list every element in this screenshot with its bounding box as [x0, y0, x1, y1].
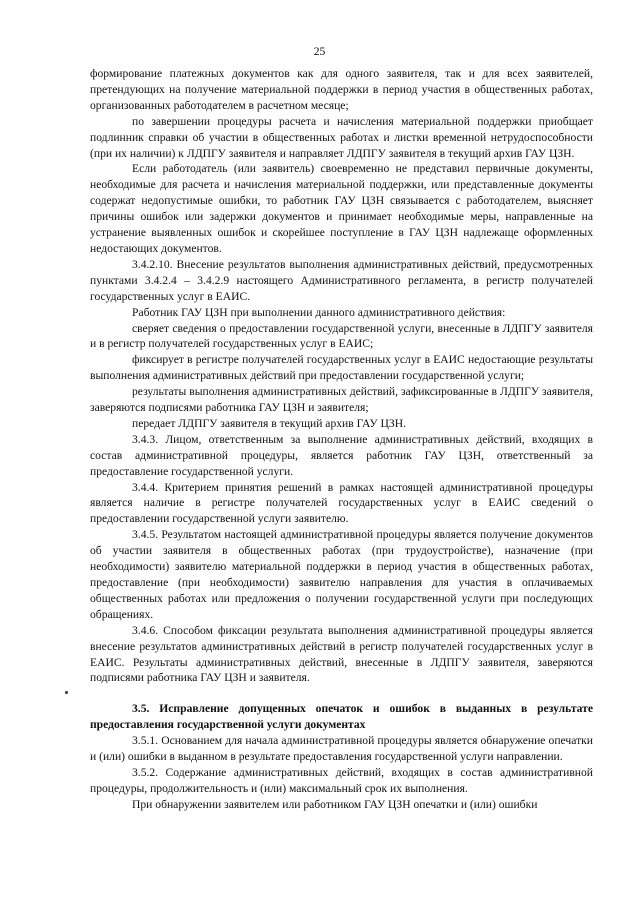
paragraph: 3.5.1. Основанием для начала административной процедуры является обнаружение опечатки и (или) ошибки в выданном в результате предоставления государственной услуги направлении.	[90, 734, 593, 764]
paragraph: результаты выполнения административных действий, зафиксированные в ЛДПГУ заявителя, заверяются подписями работника ГАУ ЦЗН и заявителя;	[90, 385, 593, 415]
paragraph: 3.4.2.10. Внесение результатов выполнения административных действий, предусмотренных пунктами 3.4.2.4 – 3.4.2.9 настоящего Административного регламента, в регистр получателей государственных услуг в ЕАИС.	[90, 257, 593, 303]
section-heading: 3.5. Исправление допущенных опечаток и ошибок в выданных в результате предоставления государственной услуги документах	[90, 702, 593, 732]
paragraph: формирование платежных документов как для одного заявителя, так и для всех заявителей, претендующих на получение материальной поддержки в период участия в общественных работах, организованных работодателем в расчетном месяце;	[90, 67, 593, 112]
paragraph: 3.4.4. Критерием принятия решений в рамках настоящей административной процедуры является наличие в регистре получателей государственных услуг в ЕАИС сведений о предоставлении государственной услуги заявителю.	[90, 480, 593, 526]
margin-mark	[65, 691, 68, 694]
page-number: 25	[313, 45, 326, 58]
paragraph: Работник ГАУ ЦЗН при выполнении данного административного действия:	[132, 305, 506, 319]
paragraph: Если работодатель (или заявитель) своевременно не представил первичные документы, необходимые для расчета и начисления материальной поддержки, или представленные документы содержат недопустимые ошибки, то работник ГАУ ЦЗН связывается с работодателем, выясняет причины ошибок или задержки документов и принимает необходимые меры, направленные на устранение выявленных ошибок и скорейшее поступление в ГАУ ЦЗН надлежаще оформленных недостающих документов.	[90, 162, 593, 255]
page-body	[90, 66, 593, 813]
paragraph: 3.4.3. Лицом, ответственным за выполнение административных действий, входящих в состав административной процедуры, является работник ГАУ ЦЗН, ответственный за предоставление государственной услуги.	[90, 432, 593, 478]
paragraph: передает ЛДПГУ заявителя в текущий архив ГАУ ЦЗН.	[132, 416, 406, 430]
paragraph: При обнаружении заявителем или работником ГАУ ЦЗН опечатки и (или) ошибки	[132, 797, 538, 811]
paragraph: 3.4.6. Способом фиксации результата выполнения административной процедуры является внесение результатов административных действий в регистр получателей государственных услуг в ЕАИС. Результаты административных действий, внесенные в ЛДПГУ заявителя, заверяются подписями работника ГАУ ЦЗН и заявителя.	[90, 623, 593, 685]
paragraph: 3.5.2. Содержание административных действий, входящих в состав административной процедуры, продолжительность и (или) максимальный срок их выполнения.	[90, 765, 593, 795]
paragraph: 3.4.5. Результатом настоящей административной процедуры является получение документов об участии заявителя в общественных работах (при трудоустройстве), назначение (при необходимости) заявителю материальной поддержки в период участия в общественных работах, предоставление (при необходимости) заявителю направления для участия в оплачиваемых общественных работах или предложения о получении государственной услуги при последующих обращениях.	[90, 528, 593, 621]
paragraph: по завершении процедуры расчета и начисления материальной поддержки приобщает подлинник справки об участии в общественных работах и листки временной нетрудоспособности (при их наличии) к ЛДПГУ заявителя и направляет ЛДПГУ заявителя в текущий архив ГАУ ЦЗН.	[90, 114, 593, 160]
paragraph: фиксирует в регистре получателей государственных услуг в ЕАИС недостающие результаты выполнения административных действий при предоставлении государственной услуги;	[90, 353, 593, 383]
paragraph: сверяет сведения о предоставлении государственной услуги, внесенные в ЛДПГУ заявителя и в регистр получателей государственных услуг в ЕАИС;	[90, 321, 593, 351]
